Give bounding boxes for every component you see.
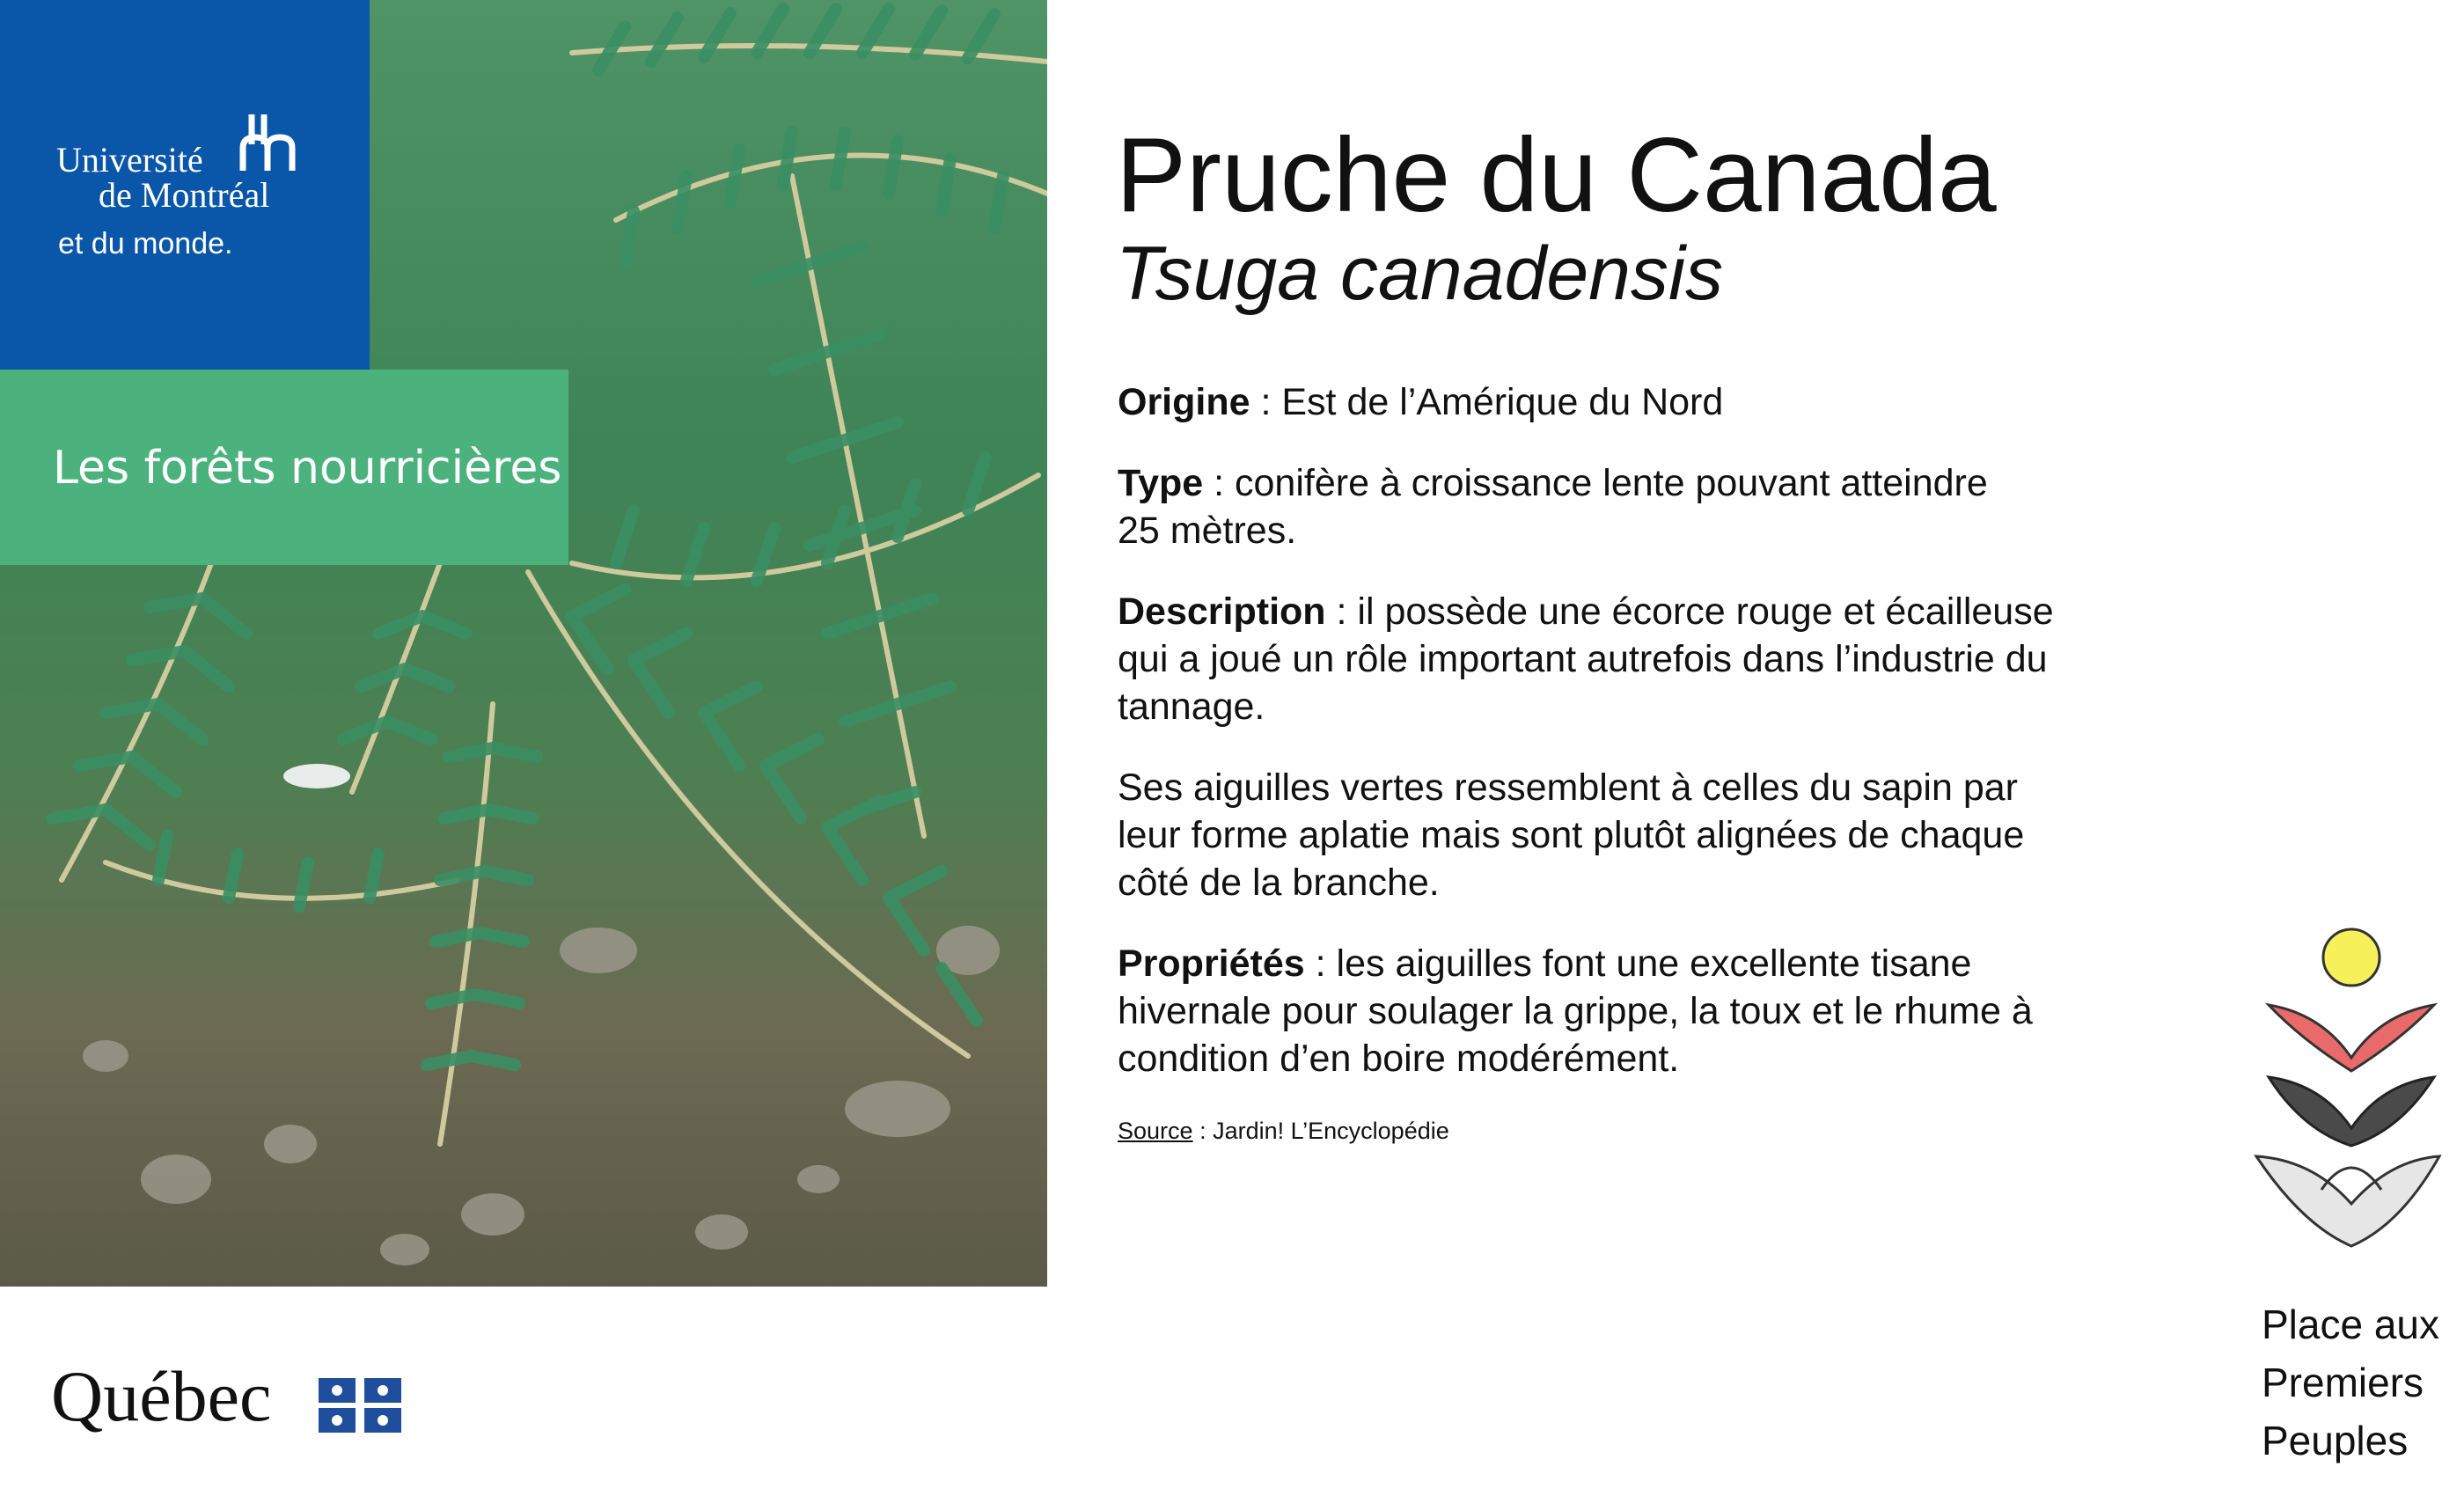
properties-text-line3: condition d’en boire modérément. [1118, 1038, 1680, 1080]
plant-latin-name: Tsuga canadensis [1116, 231, 1724, 316]
partner-line1: Place aux [2262, 1302, 2440, 1347]
university-name-line1: Université [56, 140, 203, 180]
description-text-line3: tannage. [1118, 686, 1265, 728]
series-title: Les forêts nourricières [53, 442, 562, 495]
properties-text-line2: hivernale pour soulager la grippe, la toux et le rhume à [1118, 990, 2033, 1032]
needles-line3: côté de la branche. [1118, 862, 1440, 904]
source-label: Source [1118, 1118, 1193, 1144]
origin-paragraph [1118, 378, 2121, 426]
origin-text: : Est de l’Amérique du Nord [1250, 381, 1724, 423]
moth-shape [283, 764, 350, 788]
needles-line1: Ses aiguilles vertes ressemblent à celles du sapin par [1118, 766, 2018, 809]
premiers-peuples-emblem-icon [2251, 926, 2445, 1251]
quebec-logo-wordmark: Québec [51, 1356, 272, 1436]
source-text: : Jardin! L’Encyclopédie [1192, 1118, 1449, 1144]
properties-paragraph [1118, 940, 2121, 1082]
properties-text: : les aiguilles font une excellente tisane [1304, 942, 1972, 985]
premiers-peuples-text [2262, 1295, 2439, 1470]
origin-label: Origine [1118, 381, 1250, 423]
udem-logo [0, 0, 370, 370]
type-label: Type [1118, 462, 1204, 504]
properties-label: Propriétés [1118, 942, 1305, 985]
type-text: : conifère à croissance lente pouvant atteindre [1203, 462, 1988, 504]
description-text-line2: qui a joué un rôle important autrefois dans l’industrie du [1118, 638, 2048, 680]
type-paragraph [1118, 459, 2121, 554]
udem-emblem-icon [239, 109, 304, 172]
university-tagline: et du monde. [58, 227, 233, 260]
quebec-flag-icon [319, 1378, 401, 1433]
university-name-line2: de Montréal [99, 175, 270, 215]
description-paragraph [1118, 588, 2121, 730]
description-label: Description [1118, 590, 1326, 633]
plant-common-name: Pruche du Canada [1116, 116, 1997, 234]
plant-description [1118, 378, 2121, 1146]
type-text-line2: 25 mètres. [1118, 510, 1297, 552]
description-text: : il possède une écorce rouge et écailleuse [1325, 590, 2054, 633]
needles-paragraph [1118, 764, 2121, 906]
partner-line3: Peuples [2262, 1418, 2409, 1463]
partner-line2: Premiers [2262, 1360, 2424, 1405]
needles-line2: leur forme aplatie mais sont plutôt alignées de chaque [1118, 814, 2025, 856]
source-citation [1118, 1116, 2121, 1146]
series-title-band [0, 370, 568, 565]
